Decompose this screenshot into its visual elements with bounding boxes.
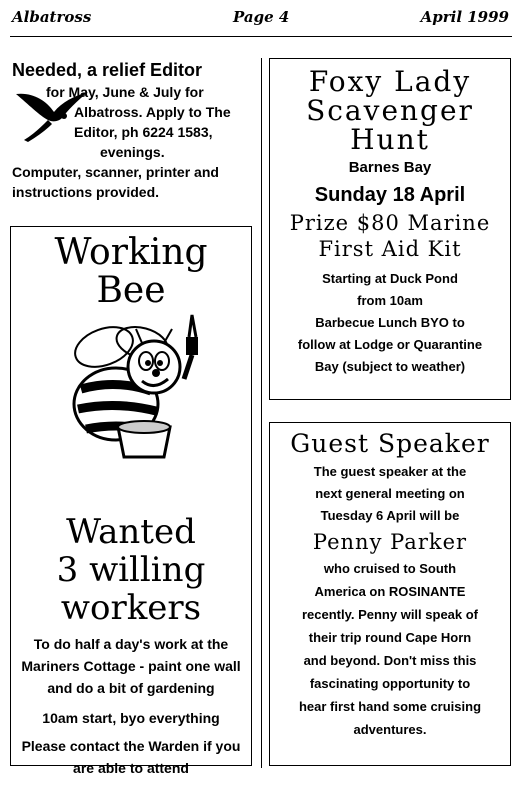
editor-line: for May, June & July for bbox=[46, 84, 204, 100]
speaker-intro-line: The guest speaker at the bbox=[313, 464, 467, 479]
scavenger-detail-line: Bay (subject to weather) bbox=[314, 359, 466, 374]
editor-line: evenings. bbox=[100, 144, 165, 160]
editor-line: Albatross. Apply to The bbox=[74, 104, 231, 120]
speaker-body-line: recently. Penny will speak of bbox=[301, 607, 479, 622]
newsletter-name: Albatross bbox=[12, 8, 92, 26]
scavenger-prize-line: First Aid Kit bbox=[318, 237, 462, 261]
speaker-body-line: and beyond. Don't miss this bbox=[303, 653, 477, 668]
speaker-body-line: adventures. bbox=[353, 722, 427, 737]
speaker-body-line: America on ROSINANTE bbox=[314, 584, 466, 599]
wanted-line: 3 willing bbox=[56, 550, 206, 590]
speaker-body-line: who cruised to South bbox=[323, 561, 457, 576]
speaker-intro-line: next general meeting on bbox=[315, 486, 465, 501]
scavenger-prize-line: Prize $80 Marine bbox=[289, 211, 491, 235]
editor-heading: Needed, a relief Editor bbox=[12, 60, 203, 80]
column-divider bbox=[261, 58, 262, 768]
speaker-intro-line: Tuesday 6 April will be bbox=[320, 508, 460, 523]
bee-contact-line: are able to attend bbox=[73, 760, 189, 776]
scavenger-title-line: Hunt bbox=[350, 123, 430, 156]
scavenger-location: Barnes Bay bbox=[348, 159, 432, 176]
editor-footer-line: instructions provided. bbox=[12, 184, 160, 200]
wanted-line: Wanted bbox=[66, 512, 196, 552]
bee-start-time: 10am start, byo everything bbox=[42, 710, 220, 726]
bee-detail-line: and do a bit of gardening bbox=[47, 680, 215, 696]
bee-detail-line: To do half a day's work at the bbox=[33, 636, 229, 652]
working-bee-subtitle: Bee bbox=[96, 270, 166, 311]
scavenger-detail-line: Barbecue Lunch BYO to bbox=[315, 315, 465, 330]
speaker-name: Penny Parker bbox=[312, 530, 468, 554]
wanted-line: workers bbox=[60, 588, 202, 628]
albatross-icon bbox=[12, 82, 92, 144]
bee-contact-line: Please contact the Warden if you bbox=[21, 738, 241, 754]
editor-notice bbox=[12, 58, 252, 202]
guest-speaker-box bbox=[269, 422, 511, 766]
scavenger-detail-line: follow at Lodge or Quarantine bbox=[297, 337, 483, 352]
speaker-body-line: hear first hand some cruising bbox=[298, 699, 482, 714]
speaker-body-line: their trip round Cape Horn bbox=[308, 630, 472, 645]
scavenger-title-line: Foxy Lady bbox=[308, 65, 472, 98]
issue-date: April 1999 bbox=[420, 8, 509, 26]
speaker-title: Guest Speaker bbox=[290, 429, 490, 458]
scavenger-detail-line: Starting at Duck Pond bbox=[322, 271, 458, 286]
bee-illustration bbox=[46, 309, 216, 459]
working-bee-box bbox=[10, 226, 252, 776]
scavenger-detail-line: from 10am bbox=[357, 293, 423, 308]
bee-detail-line: Mariners Cottage - paint one wall bbox=[21, 658, 241, 674]
working-bee-title: Working bbox=[54, 232, 208, 273]
editor-footer-line: Computer, scanner, printer and bbox=[12, 164, 219, 180]
editor-line: Editor, ph 6224 1583, bbox=[74, 124, 213, 140]
scavenger-title-line: Scavenger bbox=[306, 94, 474, 127]
speaker-body-line: fascinating opportunity to bbox=[309, 676, 471, 691]
scavenger-date: Sunday 18 April bbox=[314, 184, 466, 206]
page-number: Page 4 bbox=[233, 8, 290, 26]
header-rule bbox=[10, 36, 512, 37]
scavenger-hunt-box bbox=[269, 58, 511, 400]
